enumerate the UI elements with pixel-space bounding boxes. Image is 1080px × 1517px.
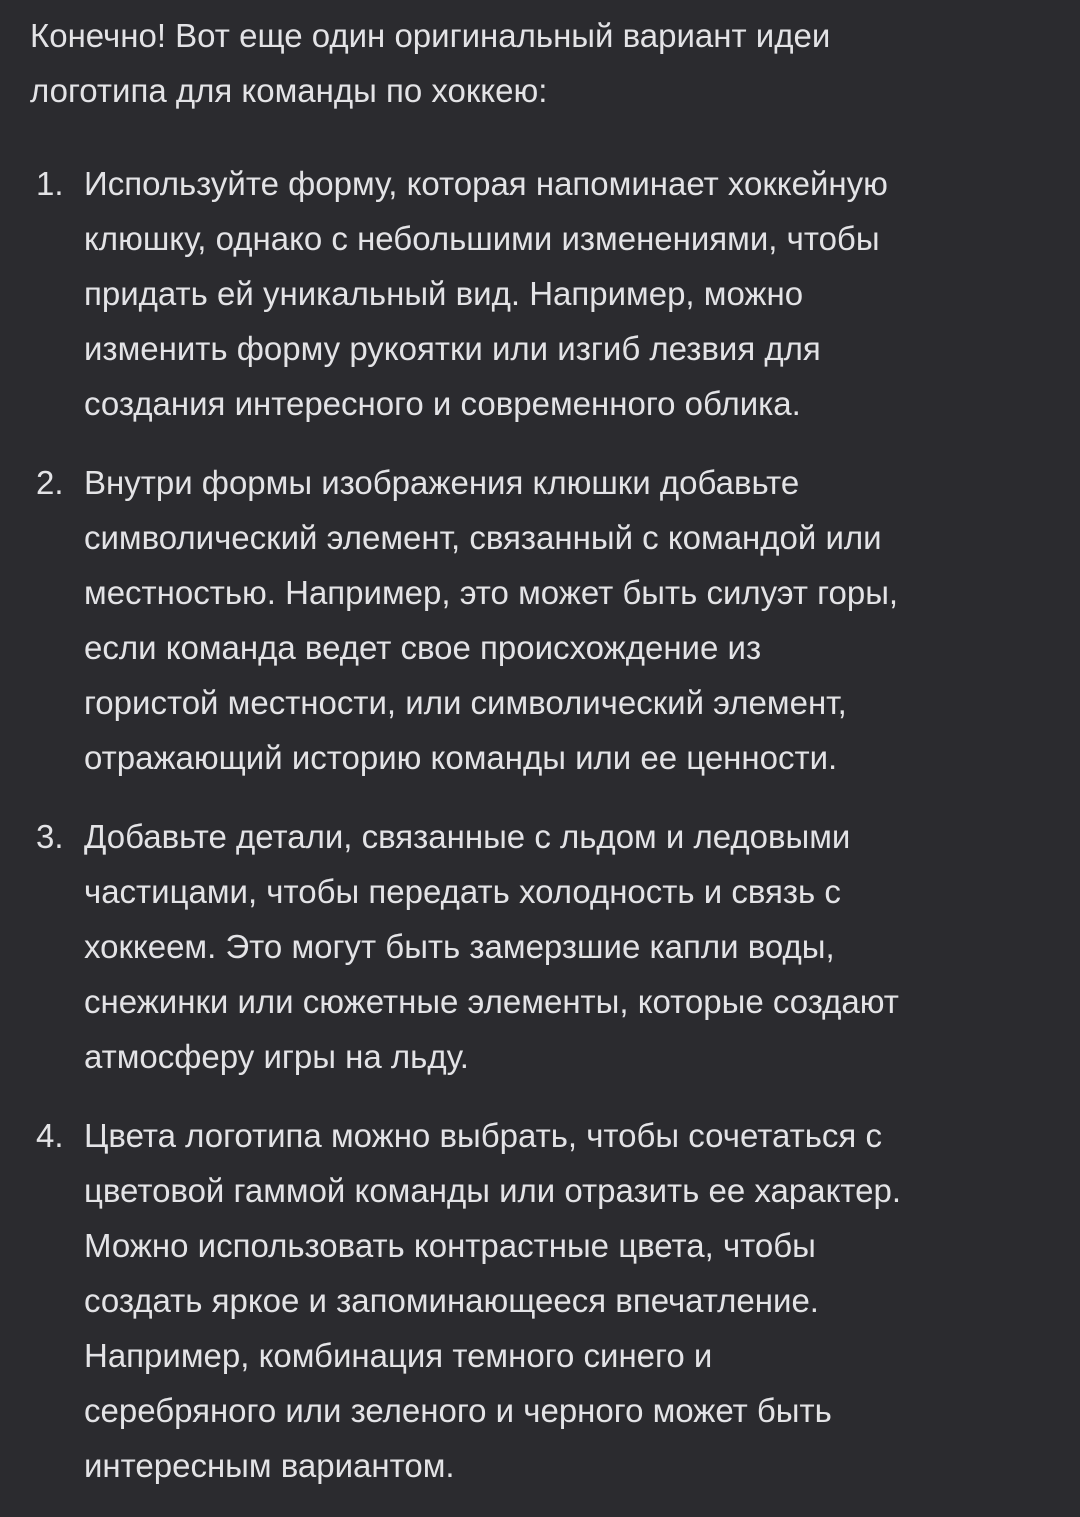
list-item-line: цветовой гаммой команды или отразить ее характер. [84, 1172, 901, 1209]
list-item-line: отражающий историю команды или ее ценности. [84, 739, 838, 776]
list-item-line: частицами, чтобы передать холодность и связь с [84, 873, 841, 910]
intro-paragraph [30, 8, 1080, 118]
list-item-line: Добавьте детали, связанные с льдом и ледовыми [84, 818, 851, 855]
list-item-line: создания интересного и современного облика. [84, 385, 801, 422]
list-item [30, 455, 1080, 785]
list-item-line: серебряного или зеленого и черного может быть [84, 1392, 832, 1429]
list-item-line: интересным вариантом. [84, 1447, 455, 1484]
list-item [30, 809, 1080, 1084]
list-item-number: 3. [36, 818, 64, 855]
list-item-line: придать ей уникальный вид. Например, можно [84, 275, 804, 312]
list-item-line: хоккеем. Это могут быть замерзшие капли воды, [84, 928, 835, 965]
list-item-line: Внутри формы изображения клюшки добавьте [84, 464, 800, 501]
intro-line: логотипа для команды по хоккею: [30, 72, 548, 109]
list-item-line: Используйте форму, которая напоминает хоккейную [84, 165, 888, 202]
list-item-number: 2. [36, 464, 64, 501]
list-item-line: Можно использовать контрастные цвета, чтобы [84, 1227, 816, 1264]
list-item-line: изменить форму рукоятки или изгиб лезвия для [84, 330, 821, 367]
list-item-line: снежинки или сюжетные элементы, которые создают [84, 983, 899, 1020]
list-item-number: 4. [36, 1117, 64, 1154]
list-item [30, 1108, 1080, 1493]
list-item-line: если команда ведет свое происхождение из [84, 629, 762, 666]
list-item-line: создать яркое и запоминающееся впечатление. [84, 1282, 819, 1319]
intro-line: Конечно! Вот еще один оригинальный вариант идеи [30, 17, 831, 54]
list-item-line: Например, комбинация темного синего и [84, 1337, 713, 1374]
numbered-list [30, 156, 1080, 1493]
list-item-line: клюшку, однако с небольшими изменениями, чтобы [84, 220, 880, 257]
list-item-line: местностью. Например, это может быть силуэт горы, [84, 574, 899, 611]
list-item-number: 1. [36, 165, 64, 202]
list-item [30, 156, 1080, 431]
list-item-line: атмосферу игры на льду. [84, 1038, 469, 1075]
list-item-line: гористой местности, или символический элемент, [84, 684, 847, 721]
list-item-line: символический элемент, связанный с командой или [84, 519, 882, 556]
assistant-message [30, 8, 1080, 1517]
list-item-line: Цвета логотипа можно выбрать, чтобы сочетаться с [84, 1117, 882, 1154]
